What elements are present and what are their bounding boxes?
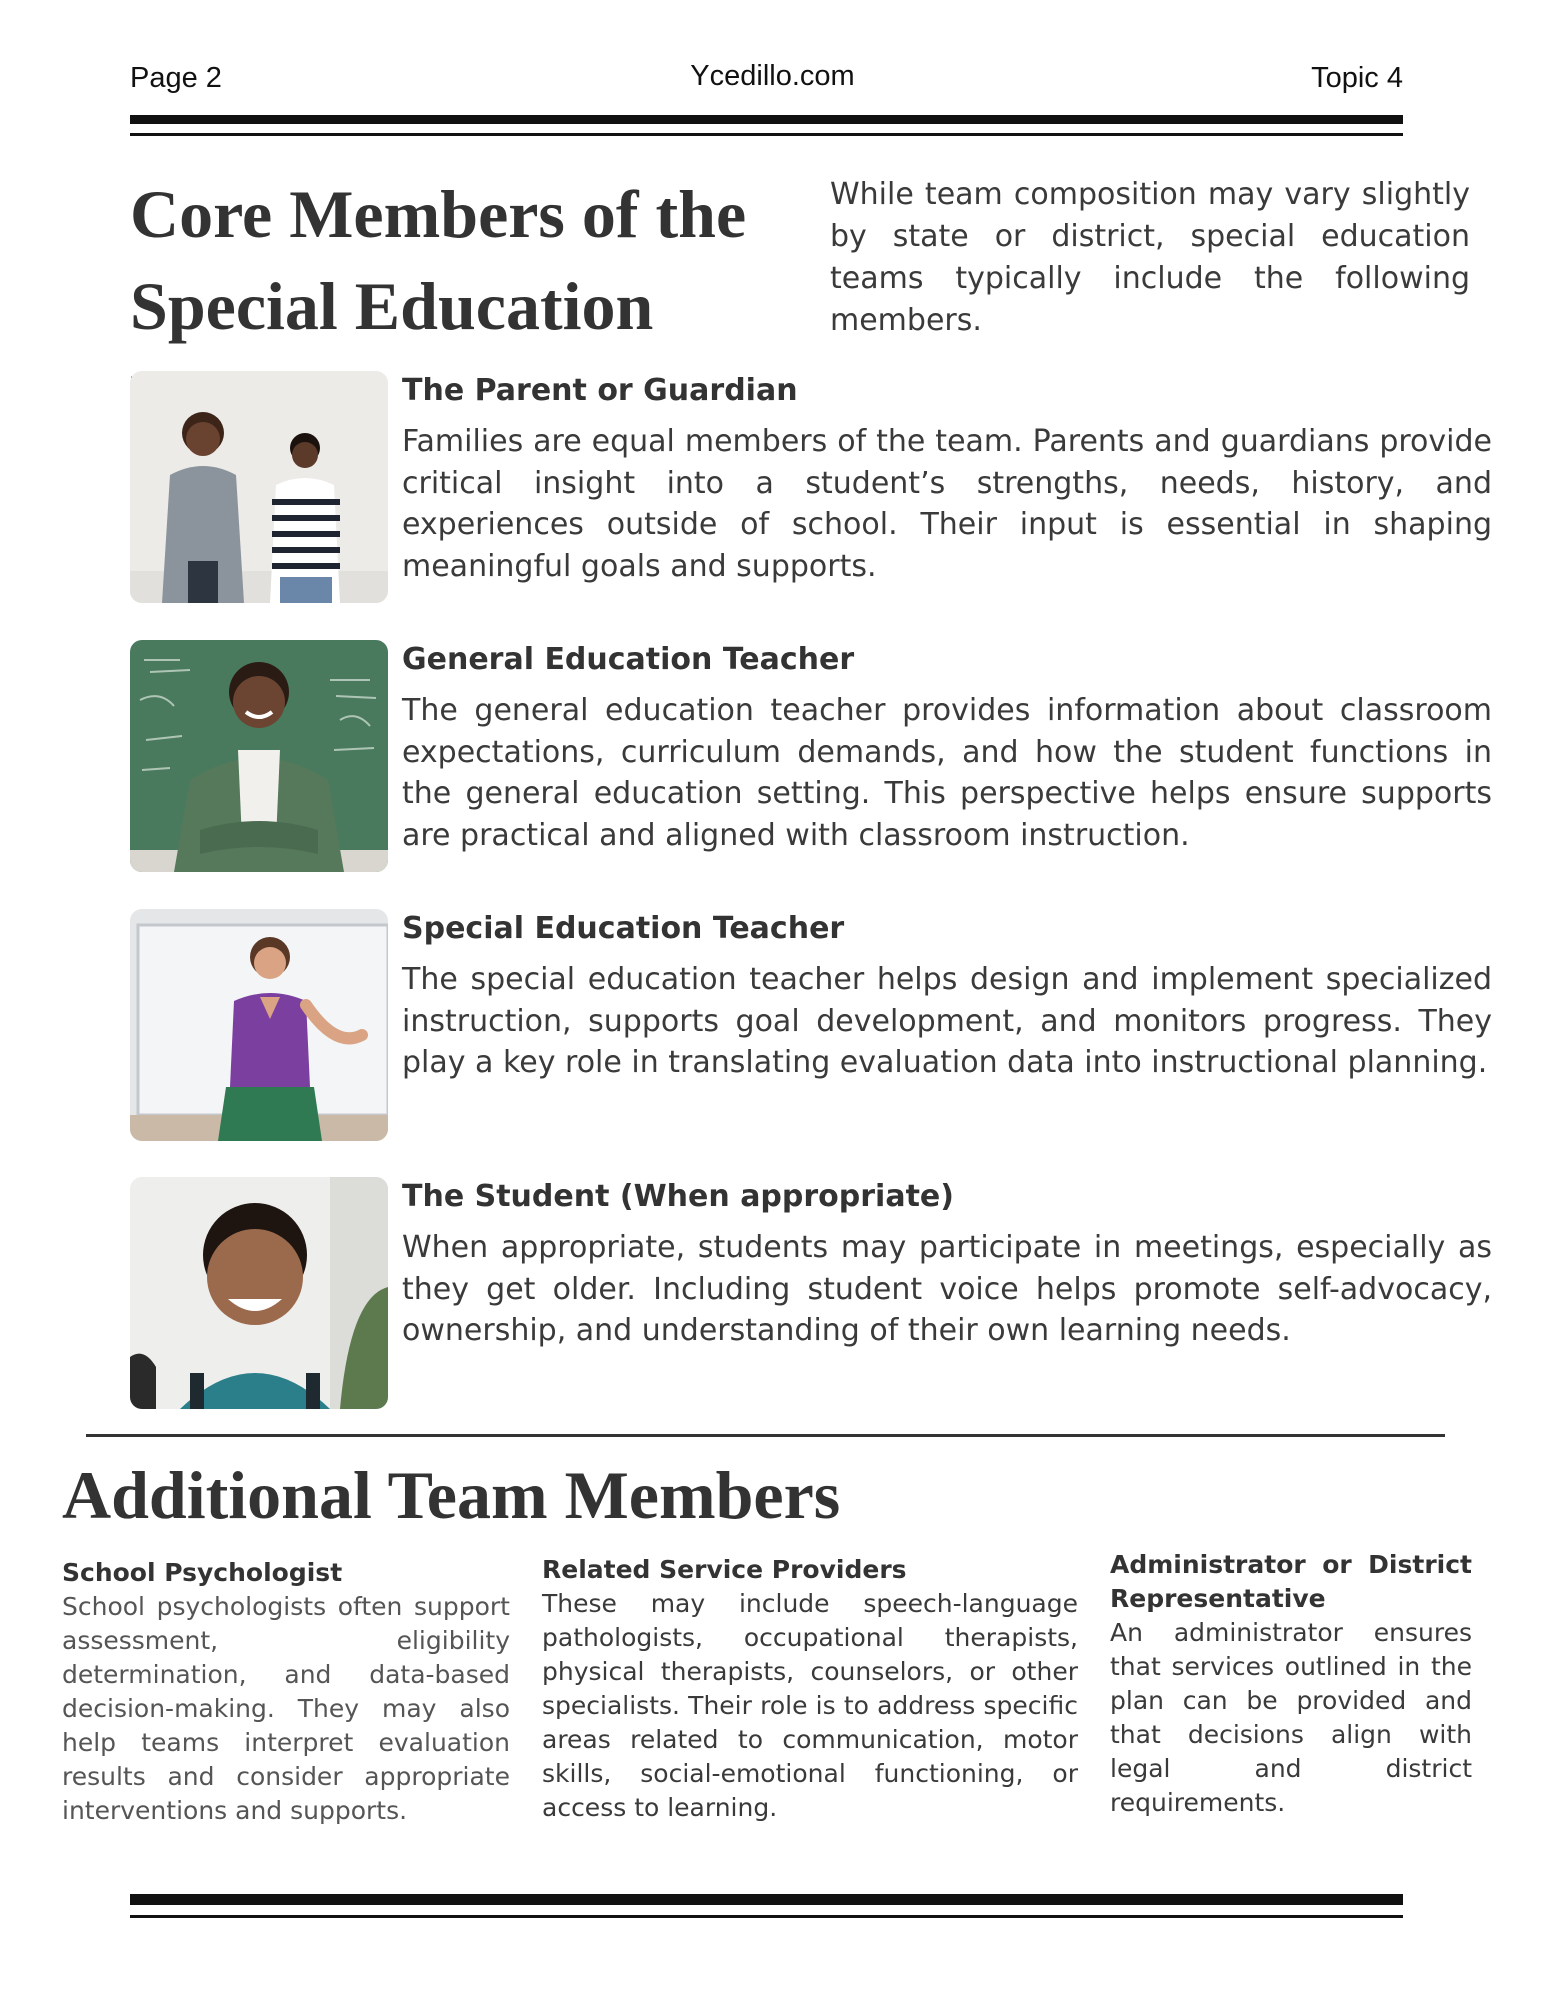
header-rule-thick (130, 115, 1403, 124)
member-title: The Parent or Guardian (402, 373, 798, 408)
additional-member-description: These may include speech-language pathologists, occupational therapists, physical therapists, counselors, or other specialists. Their role is to address specific areas related to communication, motor skills, social-emotional functioning, or access to learning. (542, 1589, 1078, 1822)
page-number: Page 2 (130, 62, 222, 94)
additional-member-title: School Psychologist (62, 1558, 343, 1587)
page-title-line-2: Special Education (130, 268, 654, 344)
additional-member-title: Administrator or District Representative (1110, 1550, 1472, 1613)
additional-member-title: Related Service Providers (542, 1555, 907, 1584)
additional-member-psychologist (62, 1556, 510, 1828)
topic-label: Topic 4 (1311, 62, 1403, 94)
header-rule-thin (130, 133, 1403, 136)
member-description: Families are equal members of the team. Parents and guardians provide critical insight into a student’s strengths, needs, history, and experiences outside of school. Their input is essential in shaping meaningful goals and supports. (402, 424, 1492, 584)
member-general-teacher (130, 640, 1490, 872)
additional-member-description: School psychologists often support assessment, eligibility determination, and data-based decision-making. They may also help teams interpret evaluation results and consider appropriate interventions and supports. (62, 1592, 510, 1825)
additional-member-description: An administrator ensures that services outlined in the plan can be provided and that decisions align with legal and district requirements. (1110, 1618, 1472, 1817)
member-parent (130, 371, 1490, 603)
member-student (130, 1177, 1490, 1409)
section-title: Additional Team Members (62, 1457, 841, 1533)
parents-illustration (130, 371, 388, 603)
footer-rule-thin (130, 1915, 1403, 1918)
parent-photo (130, 371, 388, 603)
member-title: General Education Teacher (402, 642, 855, 677)
member-title: The Student (When appropriate) (402, 1179, 954, 1214)
intro-paragraph: While team composition may vary slightly by state or district, special education teams typically include the following members. (830, 177, 1470, 338)
teacher-whiteboard-illustration (130, 909, 388, 1141)
member-title: Special Education Teacher (402, 911, 845, 946)
member-description: The general education teacher provides information about classroom expectations, curriculum demands, and how the student functions in the general education setting. This perspective helps ensure supports are practical and aligned with classroom instruction. (402, 693, 1492, 853)
site-name: Ycedillo.com (690, 60, 855, 92)
general-teacher-photo (130, 640, 388, 872)
teacher-chalkboard-illustration (130, 640, 388, 872)
member-description: The special education teacher helps design and implement specialized instruction, supports goal development, and monitors progress. They play a key role in translating evaluation data into instructional planning. (402, 962, 1492, 1080)
footer-rule-thick (130, 1894, 1403, 1905)
member-special-teacher (130, 909, 1490, 1141)
section-divider (86, 1434, 1445, 1437)
additional-member-related-services (542, 1553, 1078, 1825)
student-illustration (130, 1177, 388, 1409)
additional-member-administrator (1110, 1548, 1472, 1820)
special-teacher-photo (130, 909, 388, 1141)
student-photo (130, 1177, 388, 1409)
member-description: When appropriate, students may participate in meetings, especially as they get older. Including student voice helps promote self-advocacy, ownership, and understanding of their own learning needs. (402, 1230, 1492, 1348)
page-title-line-1: Core Members of the (130, 176, 747, 252)
